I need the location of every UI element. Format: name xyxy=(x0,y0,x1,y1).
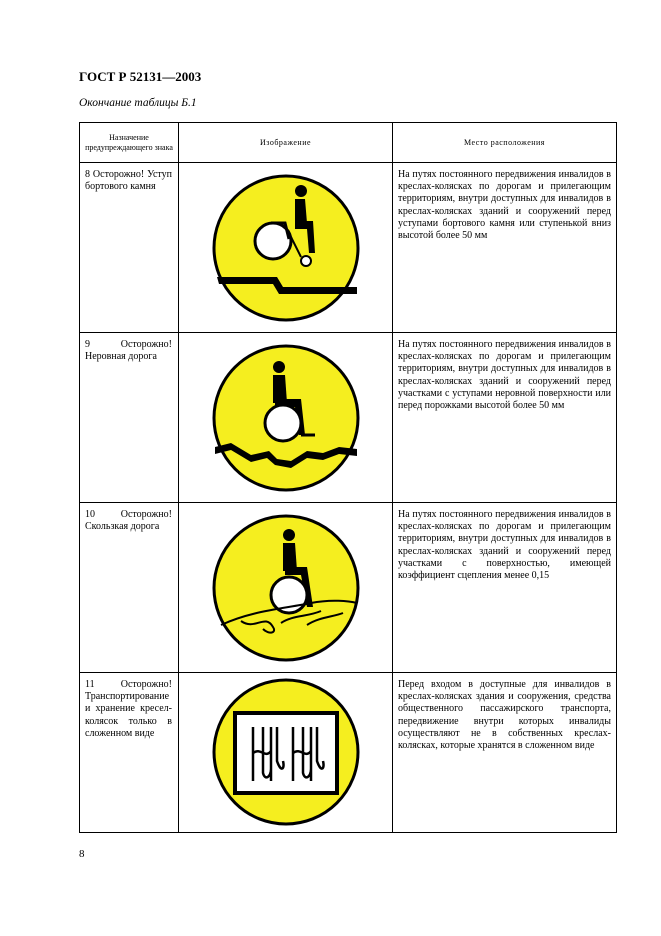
sign-image-cell xyxy=(179,503,393,673)
sign-location: Перед входом в доступные для инвалидов в креслах-колясках здания и сооружения, средства общественного пассажирского транспорта, передвижение внутри которых инвалиды осуществляют не в собственных креслах-колясках, которые хранятся в сложенном виде xyxy=(393,673,617,833)
document-id: ГОСТ Р 52131—2003 xyxy=(79,69,202,84)
page-number: 8 xyxy=(79,848,85,860)
table-caption: Окончание таблицы Б.1 xyxy=(79,97,197,109)
table-row xyxy=(80,673,617,833)
warning-signs-table xyxy=(79,122,617,833)
sign-name: 10 Осторожно! Скользкая дорога xyxy=(80,503,179,673)
wheelchair-curb-step-icon xyxy=(211,173,361,323)
table-row xyxy=(80,503,617,673)
column-header-image: Изображение xyxy=(179,123,393,163)
sign-name: 8 Осторожно! Уступ бортового камня xyxy=(80,163,179,333)
folded-wheelchairs-icon xyxy=(211,677,361,827)
sign-location: На путях постоянного передвижения инвалидов в креслах-колясках по дорогам и прилегающим территориям, внутри доступных для инвалидов в креслах-колясках зданий и сооружений перед участками с поверхностью, имеющей коэффициент сцепления менее 0,15 xyxy=(393,503,617,673)
sign-location: На путях постоянного передвижения инвалидов в креслах-колясках по дорогам и прилегающим территориям, внутри доступных для инвалидов в креслах-колясках зданий и сооружений перед участками с уступами неровной поверхности или перед порожками высотой более 50 мм xyxy=(393,333,617,503)
table-row xyxy=(80,333,617,503)
column-header-location: Место расположения xyxy=(393,123,617,163)
sign-name: 9 Осторожно! Неровная дорога xyxy=(80,333,179,503)
sign-location: На путях постоянного передвижения инвалидов в креслах-колясках по дорогам и прилегающим территориям, внутри доступных для инвалидов в креслах-колясках зданий и сооружений перед уступами бортового камня или ступенькой вниз высотой более 50 мм xyxy=(393,163,617,333)
sign-name: 11 Осторожно! Транспортирование и хранение кресел-колясок только в сложенном виде xyxy=(80,673,179,833)
wheelchair-uneven-road-icon xyxy=(211,343,361,493)
table-header-row xyxy=(80,123,617,163)
sign-image-cell xyxy=(179,333,393,503)
table-row xyxy=(80,163,617,333)
sign-image-cell xyxy=(179,163,393,333)
wheelchair-slippery-road-icon xyxy=(211,513,361,663)
column-header-purpose: Назначение предупреждающего знака xyxy=(80,123,179,163)
sign-image-cell xyxy=(179,673,393,833)
